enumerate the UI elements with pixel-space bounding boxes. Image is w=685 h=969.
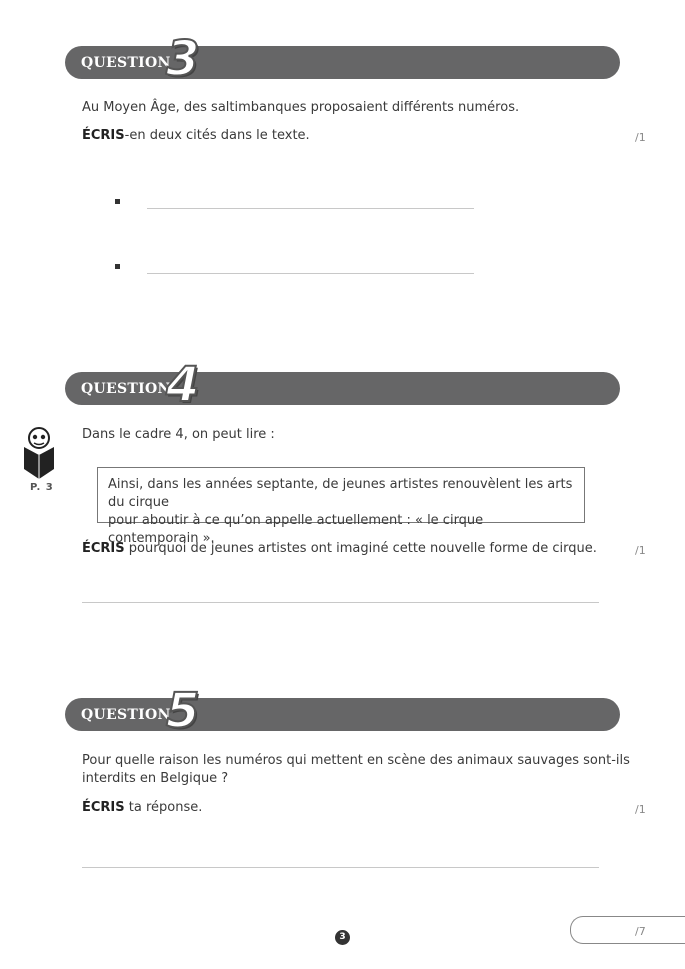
question-4-header bbox=[65, 357, 620, 413]
question-4-instruction bbox=[82, 540, 597, 558]
total-score: /7 bbox=[635, 925, 646, 938]
answer-line[interactable] bbox=[147, 273, 474, 274]
question-5-header bbox=[65, 683, 620, 739]
instruction-text: ta réponse. bbox=[124, 800, 203, 815]
question-4-score: /1 bbox=[635, 544, 646, 557]
quote-line: Ainsi, dans les années septante, de jeunes artistes renouvèlent les arts du cirque bbox=[108, 477, 573, 510]
question-number: 5 bbox=[166, 683, 200, 739]
question-label: QUESTION bbox=[81, 707, 171, 723]
answer-line[interactable] bbox=[82, 867, 599, 868]
question-3-header bbox=[65, 31, 620, 87]
instruction-verb: ÉCRIS bbox=[82, 128, 125, 143]
reading-character-icon bbox=[22, 425, 56, 481]
page-reference: P. 3 bbox=[30, 482, 54, 493]
question-number: 3 bbox=[166, 31, 200, 87]
answer-line[interactable] bbox=[82, 602, 599, 603]
question-5-score: /1 bbox=[635, 803, 646, 816]
instruction-text: pourquoi de jeunes artistes ont imaginé cette nouvelle forme de cirque. bbox=[124, 541, 597, 556]
question-label: QUESTION bbox=[81, 381, 171, 397]
question-4-prompt: Dans le cadre 4, on peut lire : bbox=[82, 427, 275, 442]
question-label: QUESTION bbox=[81, 55, 171, 71]
question-number: 4 bbox=[166, 357, 200, 413]
instruction-verb: ÉCRIS bbox=[82, 541, 125, 556]
answer-line[interactable] bbox=[147, 208, 474, 209]
quote-line: pour aboutir à ce qu’on appelle actuellement : « le cirque contemporain ». bbox=[108, 513, 484, 546]
quote-box bbox=[97, 467, 585, 546]
bullet-marker bbox=[115, 199, 120, 204]
question-5-prompt-line1: Pour quelle raison les numéros qui mettent en scène des animaux sauvages sont-ils bbox=[82, 753, 630, 768]
question-5-instruction bbox=[82, 799, 202, 817]
total-score-box bbox=[570, 916, 685, 944]
question-3-prompt: Au Moyen Âge, des saltimbanques proposaient différents numéros. bbox=[82, 100, 520, 115]
instruction-text: -en deux cités dans le texte. bbox=[124, 128, 310, 143]
question-3-instruction bbox=[82, 127, 310, 145]
page-number: 3 bbox=[335, 930, 350, 945]
bullet-marker bbox=[115, 264, 120, 269]
instruction-verb: ÉCRIS bbox=[82, 800, 125, 815]
question-3-score: /1 bbox=[635, 131, 646, 144]
question-5-prompt-line2: interdits en Belgique ? bbox=[82, 771, 229, 786]
